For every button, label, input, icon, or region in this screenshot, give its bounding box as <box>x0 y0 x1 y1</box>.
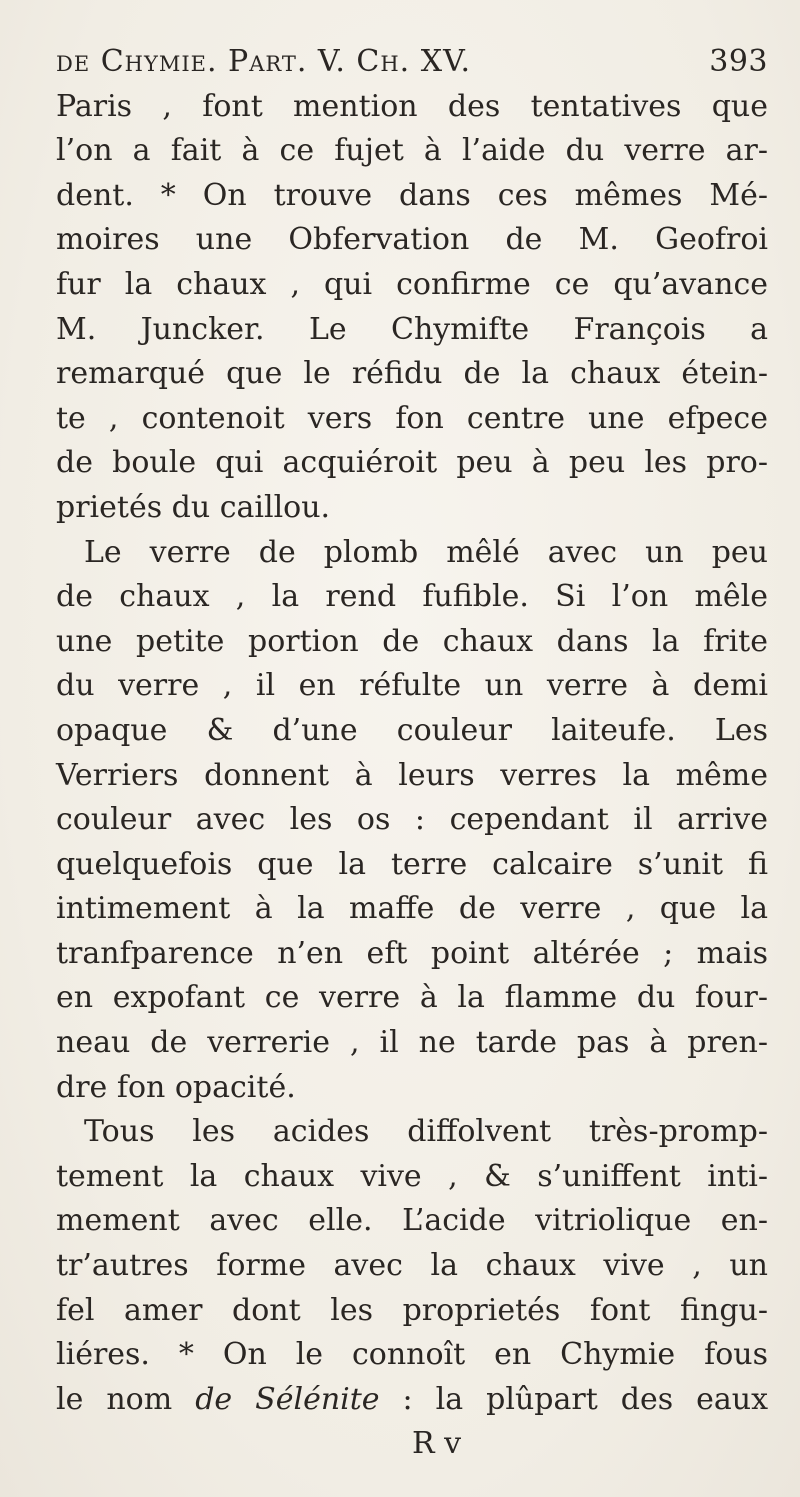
text-line: une petite portion de chaux dans la frite <box>56 623 768 659</box>
text-block <box>56 40 768 1467</box>
text-line: couleur avec les os : cependant il arrive <box>56 802 768 838</box>
paragraph-lines <box>56 85 768 1378</box>
text-line: Le verre de plomb mêlé avec un peu <box>84 534 768 570</box>
text-line: du verre , il en réfulte un verre à demi <box>56 668 768 704</box>
text-line: opaque & d’une couleur laiteufe. Les <box>56 712 768 748</box>
running-header <box>56 40 768 85</box>
text-line: de boule qui acquiéroit peu à peu les pro- <box>56 445 768 481</box>
text-line: prietés du caillou. <box>56 489 331 525</box>
text-line: liéres. * On le connoît en Chymie fous <box>56 1337 768 1373</box>
text-line-final <box>56 1378 768 1423</box>
text-line: fur la chaux , qui confirme ce qu’avance <box>56 266 768 302</box>
signature-mark: R v <box>412 1426 462 1462</box>
text-line: de chaux , la rend fufible. Si l’on mêle <box>56 579 768 615</box>
text-line: tranfparence n’en eft point altérée ; mais <box>56 935 768 971</box>
text-line: tr’autres forme avec la chaux vive , un <box>56 1248 768 1284</box>
final-line-end: : la plûpart des eaux <box>379 1381 768 1417</box>
text-line: Verriers donnent à leurs verres la même <box>56 757 768 793</box>
text-line: intimement à la maffe de verre , que la <box>56 891 768 927</box>
text-line: en expofant ce verre à la flamme du four- <box>56 980 768 1016</box>
text-line: moires une Obfervation de M. Geofroi <box>56 222 768 258</box>
page-number: 393 <box>709 44 768 79</box>
text-line: Tous les acides diffolvent très-promp- <box>84 1114 768 1150</box>
text-line: Paris , font mention des tentatives que <box>56 88 768 124</box>
text-line: tement la chaux vive , & s’uniffent inti- <box>56 1158 768 1194</box>
running-title: de Chymie. Part. V. Ch. XV. <box>56 44 472 79</box>
text-line: fel amer dont les proprietés font fingu- <box>56 1292 768 1328</box>
text-line: mement avec elle. L’acide vitriolique en- <box>56 1203 768 1239</box>
final-line-start: le nom <box>56 1381 196 1417</box>
italic-term: de Sélénite <box>195 1381 380 1417</box>
text-line: l’on a fait à ce fujet à l’aide du verre ar- <box>56 133 768 169</box>
text-line: remarqué que le réfidu de la chaux étein- <box>56 356 768 392</box>
text-line: dre fon opacité. <box>56 1069 296 1105</box>
text-line: M. Juncker. Le Chymifte François a <box>56 311 768 347</box>
text-line: neau de verrerie , il ne tarde pas à pren- <box>56 1025 768 1061</box>
text-line: dent. * On trouve dans ces mêmes Mé- <box>56 177 768 213</box>
text-line: te , contenoit vers fon centre une efpece <box>56 400 768 436</box>
text-line: quelquefois que la terre calcaire s’unit fi <box>56 846 768 882</box>
